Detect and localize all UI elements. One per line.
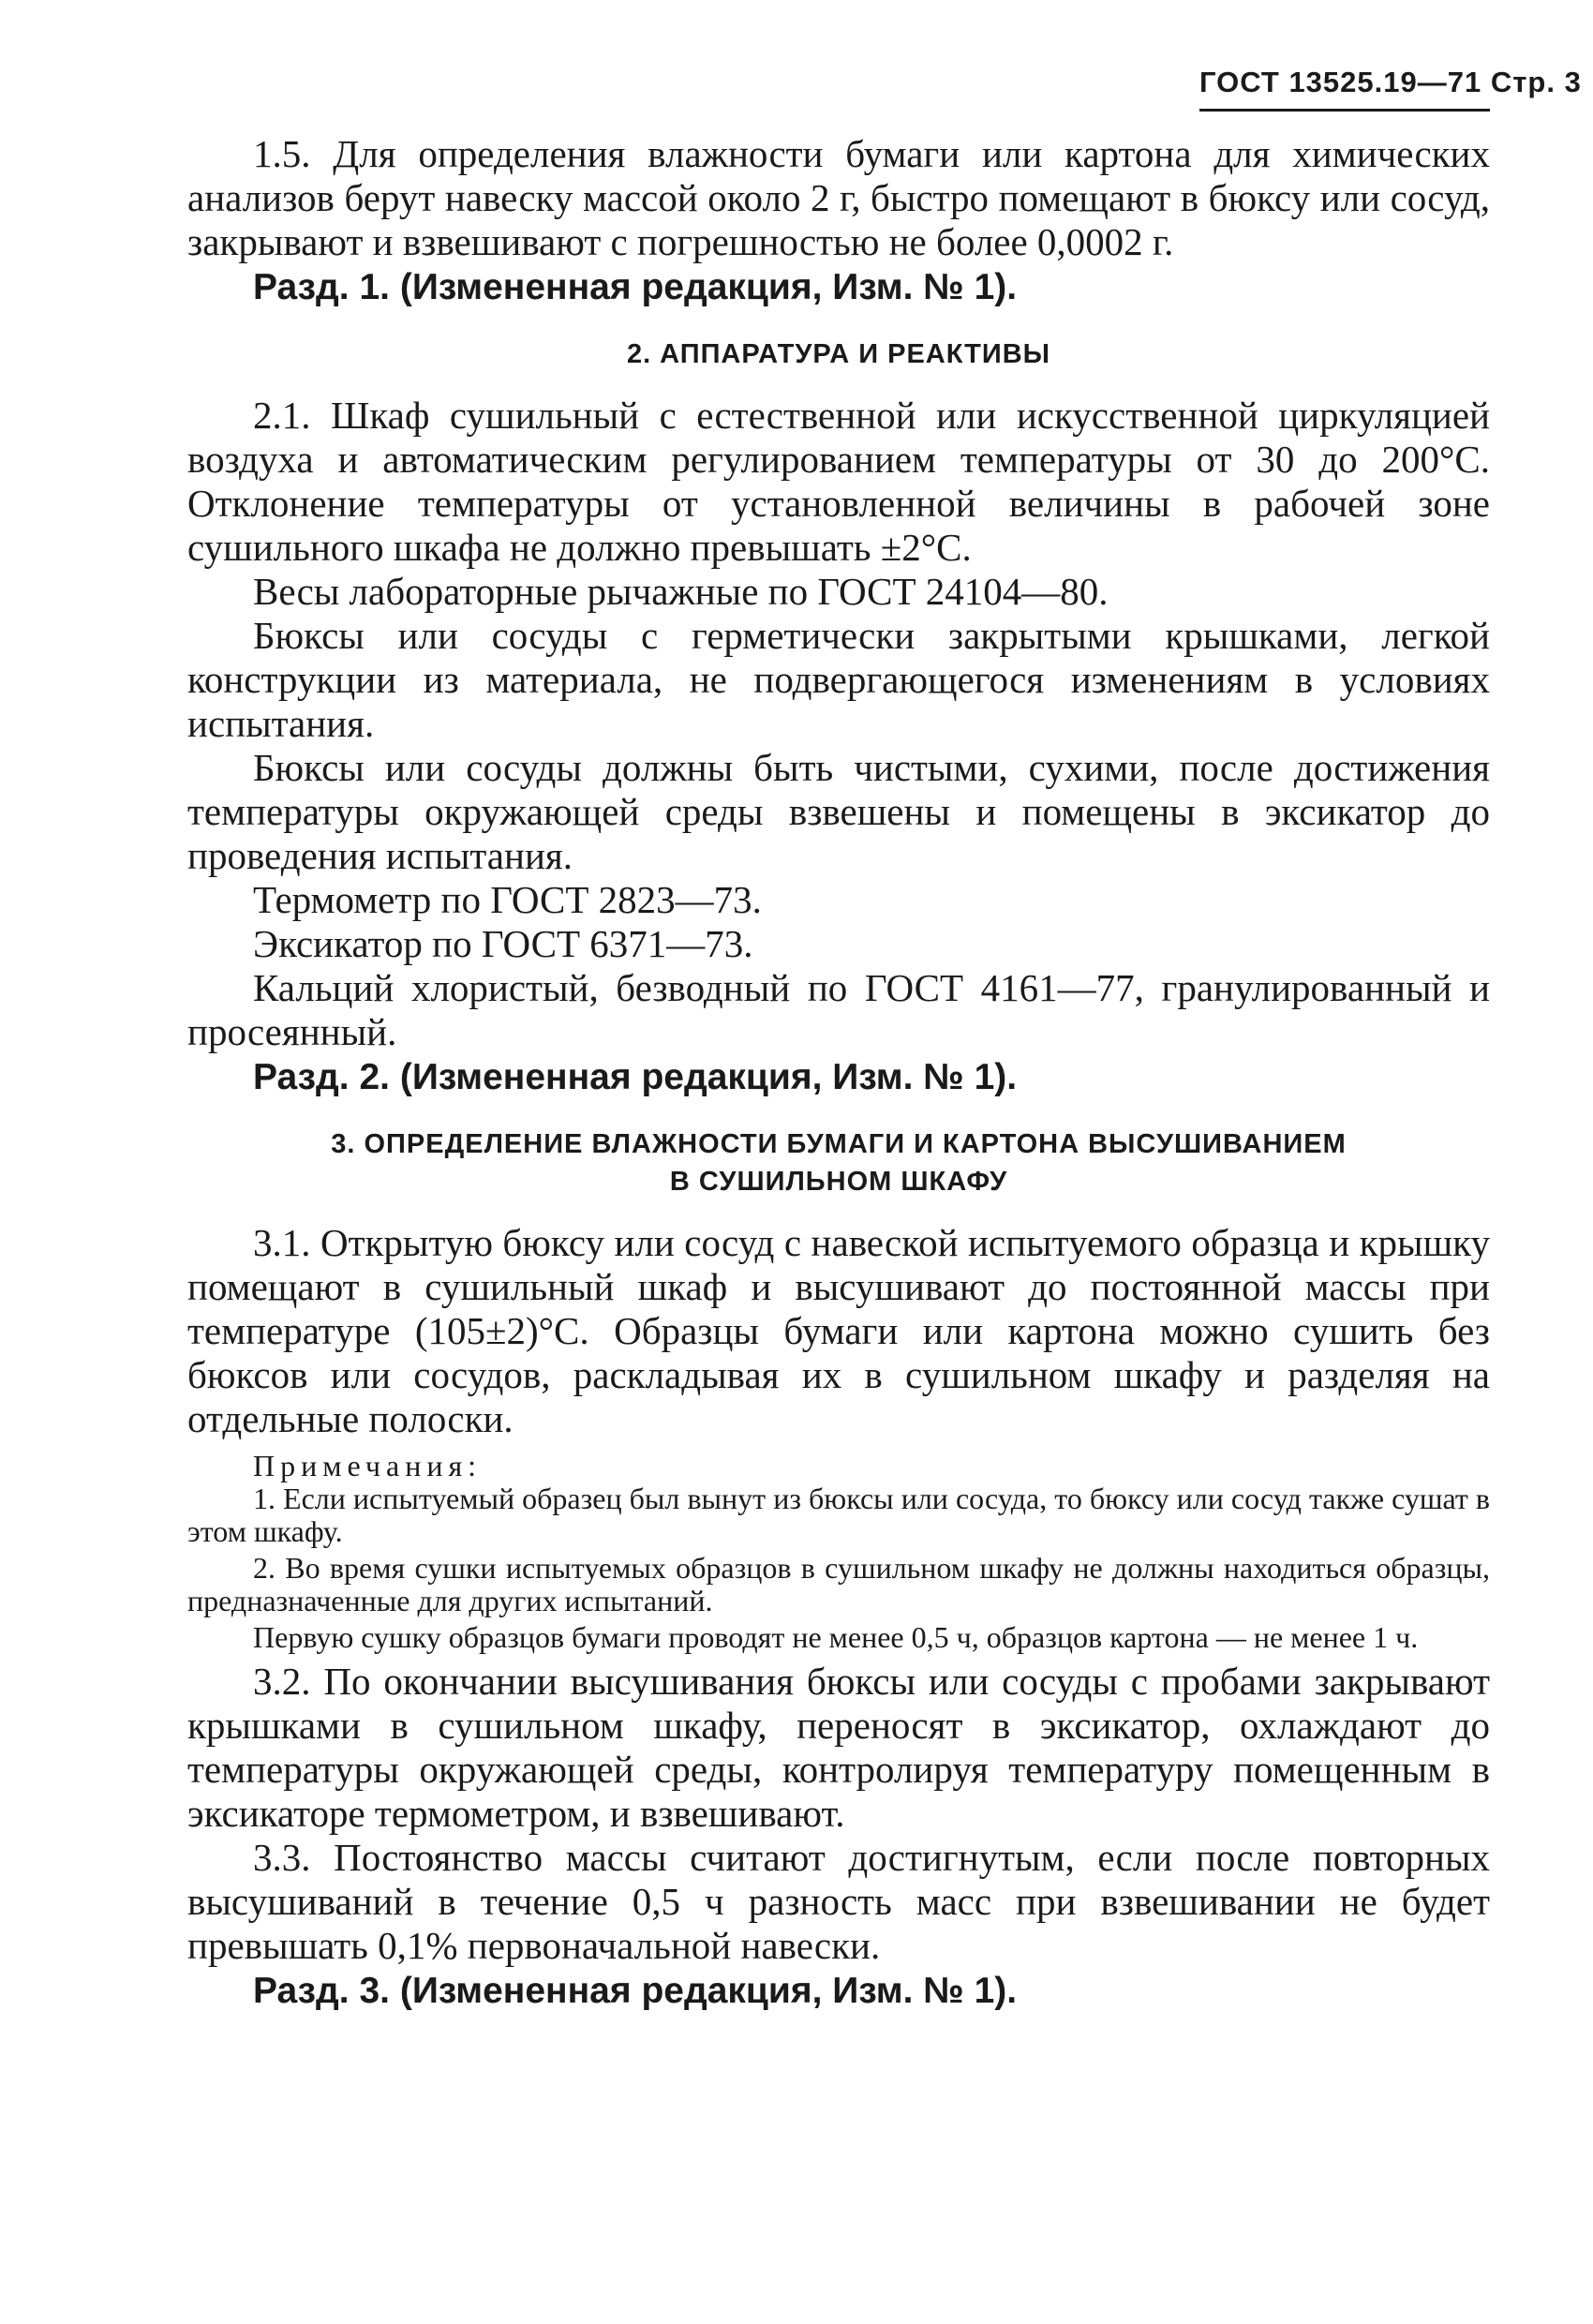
item-calcium-chloride: Кальций хлористый, безводный по ГОСТ 4161—77, гранулированный и просеянный. bbox=[187, 966, 1490, 1053]
notes-heading: Примечания: bbox=[253, 1449, 483, 1482]
paragraph-3-2: 3.2. По окончании высушивания бюксы или сосуды с пробами закрывают крышками в сушильном шкафу, переносят в эксикатор, охлаждают до температуры окружающей среды, контролируя температуру помещенным в эксикаторе термометром, и взвешивают. bbox=[187, 1660, 1490, 1835]
note-3: Первую сушку образцов бумаги проводят не менее 0,5 ч, образцов картона — не менее 1 ч. bbox=[253, 1620, 1419, 1654]
item-scales: Весы лабораторные рычажные по ГОСТ 24104—80. bbox=[253, 570, 1109, 613]
note-1: 1. Если испытуемый образец был вынут из бюксы или сосуда, то бюксу или сосуд также сушат в этом шкафу. bbox=[187, 1482, 1490, 1548]
note-2: 2. Во время сушки испытуемых образцов в сушильном шкафу не должны находиться образцы, предназначенные для других испытаний. bbox=[187, 1551, 1490, 1617]
document-page bbox=[187, 66, 1582, 2015]
paragraph-3-1: 3.1. Открытую бюксу или сосуд с навеской испытуемого образца и крышку помещают в сушильный шкаф и высушивают до постоянной массы при температуре (105±2)°С. Образцы бумаги или картона можно сушить без бюксов или сосудов, раскладывая их в сушильном шкафу и разделяя на отдельные полоски. bbox=[187, 1221, 1490, 1440]
paragraph-1-5: 1.5. Для определения влажности бумаги или картона для химических анализов берут навеску массой около 2 г, быстро помещают в бюксу или сосуд, закрывают и взвешивают с погрешностью не более 0,0002 г. bbox=[187, 132, 1490, 263]
item-weighing-bottles: Бюксы или сосуды с герметически закрытыми крышками, легкой конструкции из материала, не подвергающегося изменениям в условиях испытания. bbox=[187, 614, 1490, 745]
paragraph-3-3: 3.3. Постоянство массы считают достигнутым, если после повторных высушиваний в течение 0,5 ч разность масс при взвешивании не будет превышать 0,1% первоначальной навески. bbox=[187, 1836, 1490, 1967]
section-3-heading-line-1: 3. ОПРЕДЕЛЕНИЕ ВЛАЖНОСТИ БУМАГИ И КАРТОНА ВЫСУШИВАНИЕМ bbox=[331, 1129, 1347, 1159]
section-3-heading-line-2: В СУШИЛЬНОМ ШКАФУ bbox=[669, 1167, 1008, 1197]
section-3-heading bbox=[187, 1125, 1490, 1200]
running-header: ГОСТ 13525.19—71 Стр. 3 bbox=[1199, 66, 1490, 112]
item-thermometer: Термометр по ГОСТ 2823—73. bbox=[253, 878, 762, 921]
item-bottles-preparation: Бюксы или сосуды должны быть чистыми, сухими, после достижения температуры окружающей среды взвешены и помещены в эксикатор до проведения испытания. bbox=[187, 746, 1490, 877]
amendment-note-section-3: Разд. 3. (Измененная редакция, Изм. № 1). bbox=[253, 1971, 1018, 2011]
item-desiccator: Эксикатор по ГОСТ 6371—73. bbox=[253, 922, 753, 965]
amendment-note-section-1: Разд. 1. (Измененная редакция, Изм. № 1). bbox=[253, 267, 1018, 307]
section-2-heading: 2. АППАРАТУРА И РЕАКТИВЫ bbox=[626, 339, 1051, 369]
amendment-note-section-2: Разд. 2. (Измененная редакция, Изм. № 1). bbox=[253, 1057, 1018, 1097]
paragraph-2-1: 2.1. Шкаф сушильный с естественной или искусственной циркуляцией воздуха и автоматическим регулированием температуры от 30 до 200°С. Отклонение температуры от установленной величины в рабочей зоне сушильного шкафа не должно превышать ±2°С. bbox=[187, 394, 1490, 569]
